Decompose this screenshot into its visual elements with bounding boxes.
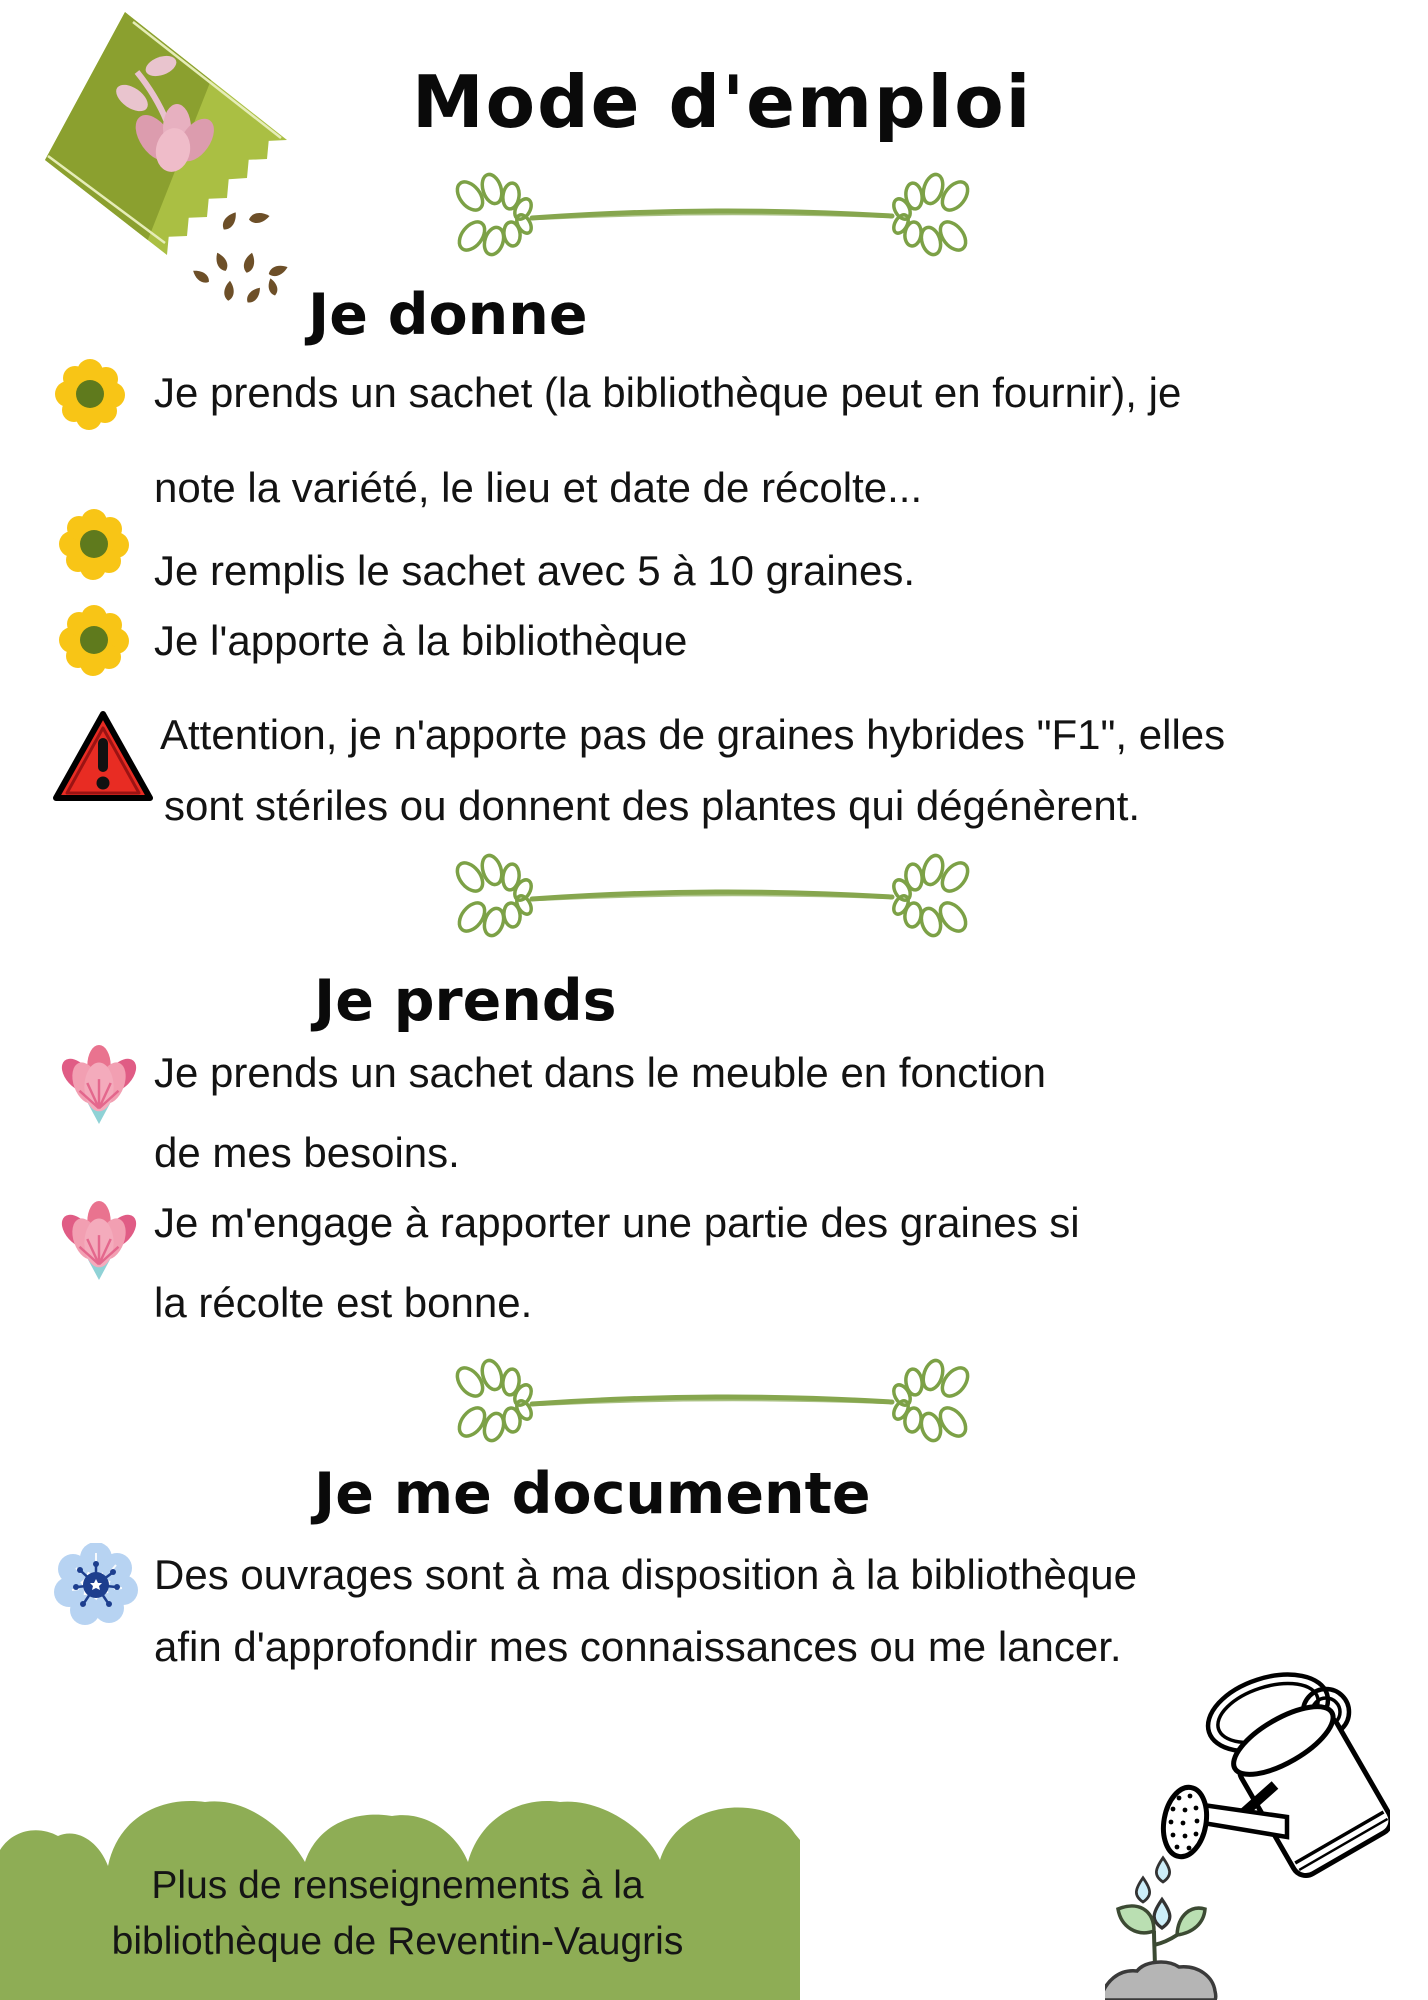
warning-line: Attention, je n'apporte pas de graines hybrides "F1", elles [160, 711, 1226, 758]
leaf-divider [440, 1358, 985, 1443]
warning-triangle-icon [48, 706, 158, 810]
yellow-flower-icon [54, 358, 126, 430]
blue-flower-icon [54, 1543, 138, 1627]
pink-flower-icon [60, 1040, 138, 1128]
leaf-divider [440, 172, 985, 257]
body-line: la récolte est bonne. [154, 1279, 533, 1326]
footer-line: Plus de renseignements à la [151, 1864, 644, 1907]
footer-line: bibliothèque de Reventin-Vaugris [111, 1920, 684, 1963]
body-line: Je l'apporte à la bibliothèque [154, 617, 688, 664]
seed-packet-illustration [15, 0, 315, 345]
body-line: note la variété, le lieu et date de récolte... [154, 464, 923, 511]
yellow-flower-icon [58, 508, 130, 580]
body-line: Je prends un sachet dans le meuble en fonction [154, 1049, 1046, 1096]
body-line: afin d'approfondir mes connaissances ou me lancer. [154, 1623, 1122, 1670]
section-heading-je-donne: Je donne [308, 282, 588, 348]
watering-can-illustration [1105, 1655, 1390, 2000]
yellow-flower-icon [58, 604, 130, 676]
section-heading-je-me-documente: Je me documente [314, 1461, 871, 1527]
body-line: Je prends un sachet (la bibliothèque peut en fournir), je [154, 369, 1182, 416]
warning-line: sont stériles ou donnent des plantes qui dégénèrent. [164, 782, 1141, 829]
leaf-divider [440, 853, 985, 938]
body-line: Je m'engage à rapporter une partie des graines si [154, 1199, 1080, 1246]
body-line: Je remplis le sachet avec 5 à 10 graines. [154, 547, 916, 594]
page-title: Mode d'emploi [412, 60, 1033, 144]
section-heading-je-prends: Je prends [314, 968, 617, 1034]
body-line: Des ouvrages sont à ma disposition à la bibliothèque [154, 1551, 1137, 1598]
body-line: de mes besoins. [154, 1129, 460, 1176]
pink-flower-icon [60, 1196, 138, 1284]
